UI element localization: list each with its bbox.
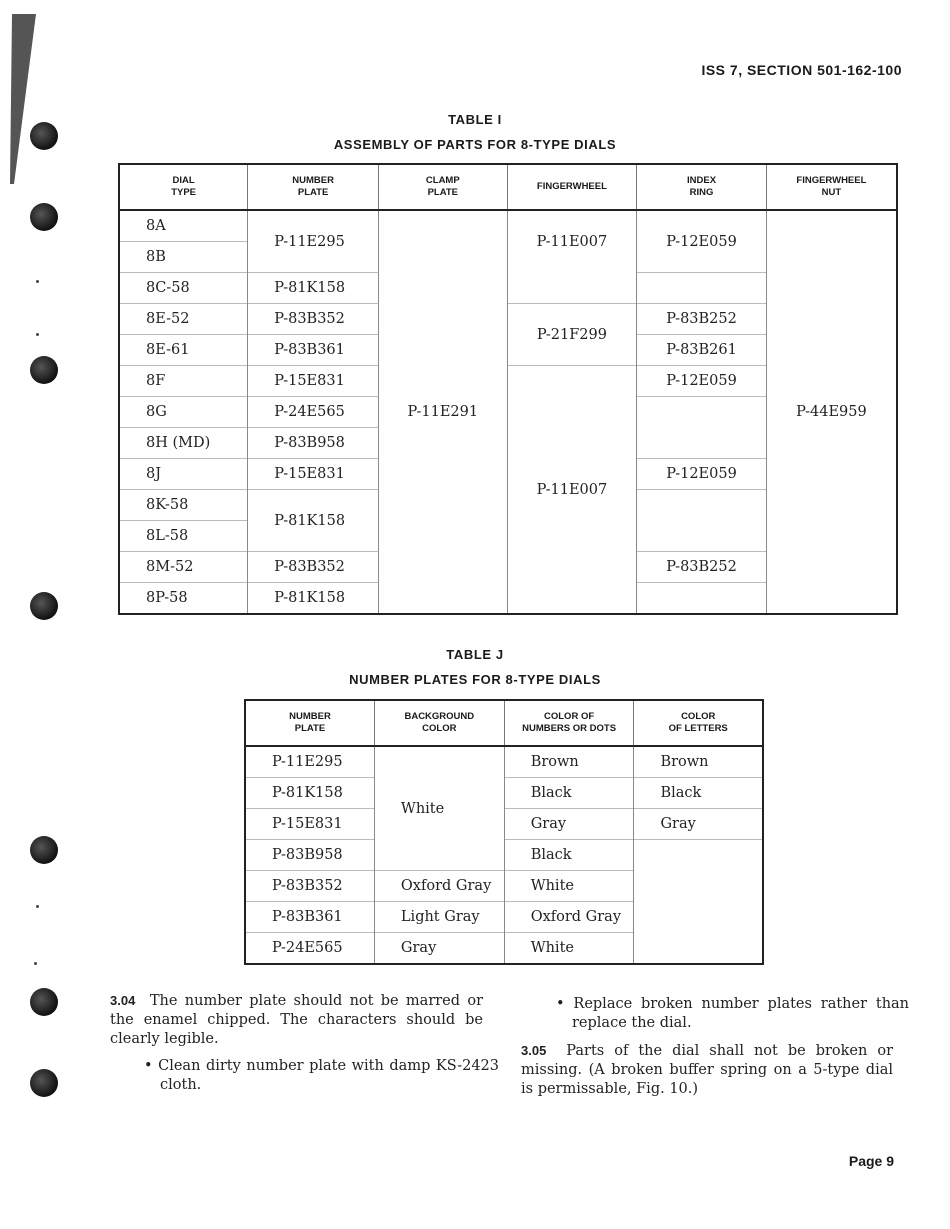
number-color-cell: White: [504, 871, 634, 902]
punch-hole: [30, 1069, 58, 1097]
background-color-cell: Oxford Gray: [374, 871, 504, 902]
index-ring-cell: P-12E059: [637, 459, 767, 490]
number-plate-cell: P-83B361: [245, 902, 374, 933]
bullet-glyph: •: [144, 1058, 153, 1074]
column-header: CLAMP PLATE: [379, 164, 508, 210]
index-ring-cell: P-83B252: [637, 304, 767, 335]
column-header: NUMBER PLATE: [245, 700, 374, 746]
background-color-cell: Gray: [374, 933, 504, 965]
index-ring-cell: [637, 583, 767, 615]
dial-type-cell: 8B: [119, 242, 248, 273]
punch-hole: [30, 356, 58, 384]
number-plate-cell: P-11E295: [272, 754, 343, 770]
column-header: DIAL TYPE: [119, 164, 248, 210]
letter-color-cell: Gray: [634, 809, 763, 840]
letter-color-cell: Brown: [634, 746, 763, 778]
dial-type-cell: 8J: [119, 459, 248, 490]
index-ring-cell: [637, 490, 767, 552]
number-plate-cell: P-83B352: [245, 871, 374, 902]
bullet-glyph: •: [556, 996, 565, 1012]
index-ring-cell: P-12E059: [637, 210, 767, 273]
index-ring-cell: [637, 397, 767, 459]
table-row: [245, 809, 763, 840]
punch-hole: [30, 592, 58, 620]
paragraph-3-04: [110, 991, 483, 1049]
assembly-parts-table: [118, 163, 898, 615]
table-row: [245, 746, 763, 778]
letter-color-cell: [634, 840, 763, 965]
page-number: Page 9: [848, 1153, 894, 1169]
background-color-cell: White: [374, 746, 504, 871]
number-plates-table: [244, 699, 764, 965]
number-plate-cell: P-83B352: [248, 304, 379, 335]
table-j-number: TABLE J: [446, 647, 504, 662]
fingerwheel-cell: [507, 273, 637, 304]
number-plate-cell: P-15E831: [248, 459, 379, 490]
background-color-cell: Light Gray: [374, 902, 504, 933]
table-j-title: NUMBER PLATES FOR 8-TYPE DIALS: [349, 672, 601, 687]
number-plate-cell: P-83B352: [248, 552, 379, 583]
number-color-cell: Black: [504, 778, 634, 809]
column-header: INDEX RING: [637, 164, 767, 210]
dial-type-cell: 8K-58: [119, 490, 248, 521]
number-color-cell: Black: [504, 840, 634, 871]
scan-speck: [36, 280, 39, 283]
table-i-title: ASSEMBLY OF PARTS FOR 8-TYPE DIALS: [333, 137, 617, 152]
column-header: COLOR OF NUMBERS OR DOTS: [504, 700, 634, 746]
table-row: [119, 210, 897, 242]
number-plate-cell: P-81K158: [248, 583, 379, 615]
fingerwheel-nut-cell: P-44E959: [766, 210, 897, 614]
number-plate-cell: P-11E295: [248, 210, 379, 273]
number-color-cell: Oxford Gray: [504, 902, 634, 933]
document-header: ISS 7, SECTION 501-162-100: [701, 62, 902, 78]
dial-type-cell: 8E-52: [119, 304, 248, 335]
table-header-row: [245, 700, 763, 746]
index-ring-cell: P-83B261: [637, 335, 767, 366]
dial-type-cell: 8H (MD): [119, 428, 248, 459]
paragraph-text: Parts of the dial shall not be broken or missing. (A broken buffer spring on a 5-type dial is permissable, Fig. 10.): [521, 1043, 893, 1097]
clamp-plate-cell: P-11E291: [379, 210, 508, 614]
fingerwheel-cell: P-21F299: [507, 304, 637, 366]
scan-speck: [36, 333, 39, 336]
bullet-text: Replace broken number plates rather than replace the dial.: [572, 996, 910, 1031]
column-header: NUMBER PLATE: [248, 164, 379, 210]
punch-hole: [30, 988, 58, 1016]
dial-type-cell: 8P-58: [119, 583, 248, 615]
punch-hole: [30, 203, 58, 231]
paragraph-number: 3.04: [110, 993, 136, 1008]
scan-speck: [36, 905, 39, 908]
letter-color-cell: Black: [634, 778, 763, 809]
column-header: FINGERWHEEL NUT: [766, 164, 897, 210]
fingerwheel-cell: P-11E007: [507, 210, 637, 273]
dial-type-cell: 8F: [119, 366, 248, 397]
number-plate-cell: P-83B958: [245, 840, 374, 871]
number-plate-cell: P-15E831: [245, 809, 374, 840]
paragraph-3-05: [521, 1041, 893, 1099]
fingerwheel-cell: P-11E007: [507, 366, 637, 615]
column-header: FINGERWHEEL: [507, 164, 637, 210]
number-color-cell: Brown: [504, 746, 634, 778]
bullet-replace-plates: [556, 995, 909, 1033]
number-color-cell: Gray: [504, 809, 634, 840]
index-ring-cell: P-12E059: [637, 366, 767, 397]
dial-type-cell: 8G: [119, 397, 248, 428]
punch-hole: [30, 836, 58, 864]
table-i-number: TABLE I: [448, 112, 502, 127]
number-color-cell: White: [504, 933, 634, 965]
bullet-text: Clean dirty number plate with damp KS-2423 cloth.: [158, 1058, 499, 1093]
paragraph-text: The number plate should not be marred or the enamel chipped. The characters should be clearly legible.: [110, 993, 483, 1047]
table-row: [245, 840, 763, 871]
dial-type-cell: 8C-58: [119, 273, 248, 304]
table-header-row: [119, 164, 897, 210]
index-ring-cell: P-83B252: [637, 552, 767, 583]
bullet-clean-plate: [144, 1057, 499, 1095]
dial-type-cell: 8L-58: [119, 521, 248, 552]
scan-speck: [34, 962, 37, 965]
number-plate-cell: P-15E831: [248, 366, 379, 397]
column-header: BACKGROUND COLOR: [374, 700, 504, 746]
dial-type-cell: 8M-52: [119, 552, 248, 583]
number-plate-cell: P-81K158: [245, 778, 374, 809]
number-plate-cell: P-83B361: [248, 335, 379, 366]
table-row: [245, 778, 763, 809]
scan-edge-mark: [10, 14, 36, 184]
number-plate-cell: P-81K158: [248, 273, 379, 304]
paragraph-number: 3.05: [521, 1043, 547, 1058]
number-plate-cell: P-83B958: [248, 428, 379, 459]
number-plate-cell: P-24E565: [248, 397, 379, 428]
dial-type-cell: 8A: [146, 218, 166, 234]
column-header: COLOR OF LETTERS: [634, 700, 763, 746]
dial-type-cell: 8E-61: [119, 335, 248, 366]
index-ring-cell: [637, 273, 767, 304]
number-plate-cell: P-81K158: [248, 490, 379, 552]
number-plate-cell: P-24E565: [245, 933, 374, 965]
